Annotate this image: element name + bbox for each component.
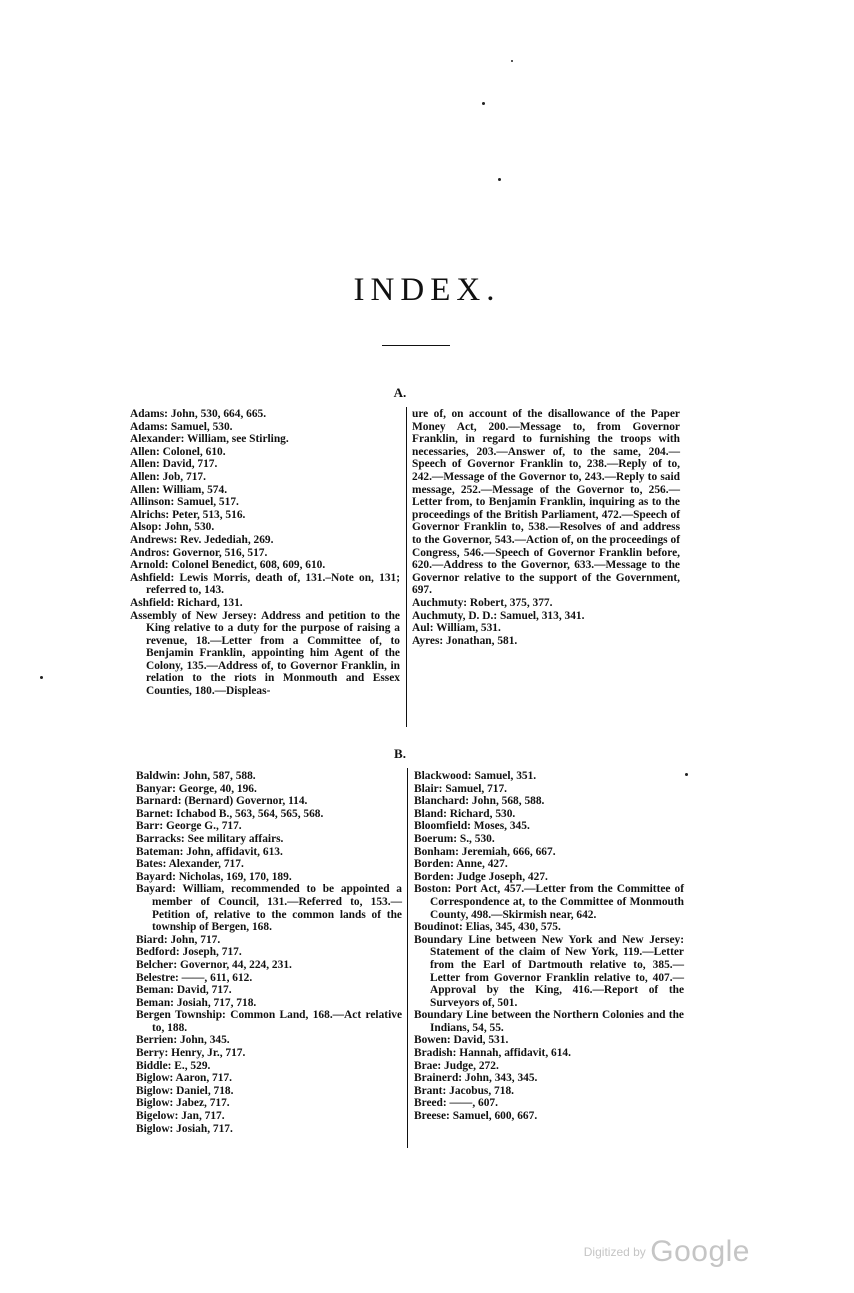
index-entry: Allinson: Samuel, 517. (130, 496, 239, 509)
index-entry: Barr: George G., 717. (136, 820, 242, 833)
digitized-by-google-watermark (584, 1235, 750, 1269)
index-entry: Bayard: Nicholas, 169, 170, 189. (136, 870, 292, 883)
index-entry: Biglow: Jabez, 717. (136, 1097, 230, 1110)
index-column-b-left (136, 770, 402, 1135)
index-entry: Arnold: Colonel Benedict, 608, 609, 610. (130, 559, 326, 572)
index-entry: Bateman: John, affidavit, 613. (136, 845, 283, 858)
index-entry: Allen: Job, 717. (130, 470, 206, 483)
index-entry: Breed: ——, 607. (414, 1097, 498, 1110)
index-entry: Beman: David, 717. (136, 984, 232, 997)
index-entry: Bergen Township: Common Land, 168.—Act relative to, 188. (136, 1009, 402, 1034)
index-entry: Barnet: Ichabod B., 563, 564, 565, 568. (136, 807, 324, 820)
index-entry: Ashfield: Lewis Morris, death of, 131.–Note on, 131; referred to, 143. (130, 571, 400, 597)
index-entry: Allen: William, 574. (130, 483, 228, 496)
index-entry: Bowen: David, 531. (414, 1034, 509, 1047)
index-entry: Biard: John, 717. (136, 933, 221, 946)
index-entry: Alsop: John, 530. (130, 521, 215, 534)
index-entry: Bigelow: Jan, 717. (136, 1110, 225, 1123)
index-entry: Boundary Line between the Northern Colonies and the Indians, 54, 55. (414, 1009, 684, 1034)
index-entry: Alrichs: Peter, 513, 516. (130, 508, 246, 521)
index-entry: Breese: Samuel, 600, 667. (414, 1110, 538, 1123)
index-entry: Brae: Judge, 272. (414, 1059, 499, 1072)
scan-speck (482, 102, 485, 105)
index-entry: Bedford: Joseph, 717. (136, 946, 242, 959)
index-entry: Boston: Port Act, 457.—Letter from the Committee of Correspondence at, to the Committee of Monmouth County, 498.—Skirmish near, 642. (414, 883, 684, 921)
index-entry: Bradish: Hannah, affidavit, 614. (414, 1047, 571, 1060)
watermark-prefix: Digitized by (583, 1245, 646, 1259)
index-entry: Berry: Henry, Jr., 717. (136, 1047, 246, 1060)
index-entry: Belcher: Governor, 44, 224, 231. (136, 958, 292, 971)
column-divider-b (407, 768, 408, 1148)
index-entry: ure of, on account of the disallowance of the Paper Money Act, 200.—Message to, from Governor Franklin, in regard to furnishing the troops with necessaries, 203.—Answer of, to the same, 204.—Speech of Governor Franklin to, 238.—Reply of to, 242.—Message of the Governor to, 243.—Reply to said message, 252.—Message of the Governor to, 256.—Letter from, to Benjamin Franklin, inquiring as to the proceedings of the British Parliament, 472.—Speech of Governor Franklin to, 538.—Resolves of and address to the Governor, 543.—Action of, on the proceedings of Congress, 546.—Speech of Governor Franklin before, 620.—Address to the Governor, 633.—Message to the Governor relative to the support of the Government, 697. (412, 408, 680, 597)
index-entry: Biddle: E., 529. (136, 1059, 211, 1072)
scan-speck (511, 60, 513, 62)
index-entry: Aul: William, 531. (412, 622, 501, 635)
index-entry: Biglow: Aaron, 717. (136, 1072, 232, 1085)
page-title: INDEX. (353, 272, 501, 308)
index-entry: Adams: John, 530, 664, 665. (130, 408, 267, 420)
index-entry: Auchmuty: Robert, 375, 377. (412, 596, 553, 609)
section-letter-a: A. (393, 385, 407, 400)
index-entry: Barnard: (Bernard) Governor, 114. (136, 795, 308, 808)
index-column-a-left (130, 408, 400, 698)
index-entry: Blackwood: Samuel, 351. (414, 770, 537, 782)
index-entry: Assembly of New Jersey: Address and petition to the King relative to a duty for the purpose of raising a revenue, 18.—Letter from a Committee of, to Benjamin Franklin, appointing him Agent of the Colony, 135.—Address of, to Governor Franklin, in relation to the riots in Monmouth and Essex Counties, 180.—Displeas- (130, 609, 400, 698)
index-entry: Boundary Line between New York and New Jersey: Statement of the claim of New York, 119.—Letter from the Earl of Dartmouth relative to, 385.—Letter from Governor Franklin relative to, 407.—Approval by the King, 416.—Report of the Surveyors of, 501. (414, 933, 684, 1009)
index-entry: Blanchard: John, 568, 588. (414, 795, 545, 808)
index-column-a-right (412, 408, 680, 647)
scan-speck (498, 178, 501, 181)
index-entry: Auchmuty, D. D.: Samuel, 313, 341. (412, 609, 585, 622)
index-entry: Berrien: John, 345. (136, 1034, 230, 1047)
index-entry: Beman: Josiah, 717, 718. (136, 996, 257, 1009)
index-entry: Brant: Jacobus, 718. (414, 1084, 514, 1097)
index-entry: Alexander: William, see Stirling. (130, 433, 289, 446)
index-entry: Bayard: William, recommended to be appointed a member of Council, 131.—Referred to, 153.—Petition of, relative to the common lands of the township of Bergen, 168. (136, 883, 402, 934)
google-logo: Google (650, 1235, 750, 1268)
scan-speck (40, 676, 43, 679)
title-rule (382, 345, 450, 346)
index-entry: Ayres: Jonathan, 581. (412, 634, 518, 647)
index-entry: Brainerd: John, 343, 345. (414, 1072, 538, 1085)
index-entry: Biglow: Daniel, 718. (136, 1084, 234, 1097)
index-entry: Andrews: Rev. Jedediah, 269. (130, 533, 274, 546)
index-entry: Bland: Richard, 530. (414, 807, 516, 820)
index-entry: Borden: Judge Joseph, 427. (414, 870, 548, 883)
index-entry: Banyar: George, 40, 196. (136, 782, 257, 795)
index-entry: Bates: Alexander, 717. (136, 858, 244, 871)
index-entry: Andros: Governor, 516, 517. (130, 546, 268, 559)
index-entry: Allen: David, 717. (130, 458, 218, 471)
index-entry: Adams: Samuel, 530. (130, 420, 233, 433)
index-entry: Allen: Colonel, 610. (130, 445, 226, 458)
index-entry: Boerum: S., 530. (414, 832, 495, 845)
index-entry: Boudinot: Elias, 345, 430, 575. (414, 921, 561, 934)
index-entry: Belestre: ——, 611, 612. (136, 971, 253, 984)
index-entry: Ashfield: Richard, 131. (130, 596, 243, 609)
column-divider-a (406, 407, 407, 727)
section-letter-b: B. (394, 746, 406, 761)
scan-speck (685, 773, 688, 776)
index-column-b-right (414, 770, 684, 1123)
index-entry: Bloomfield: Moses, 345. (414, 820, 530, 833)
index-entry: Barracks: See military affairs. (136, 832, 284, 845)
index-entry: Baldwin: John, 587, 588. (136, 770, 256, 782)
index-entry: Bonham: Jeremiah, 666, 667. (414, 845, 556, 858)
index-entry: Biglow: Josiah, 717. (136, 1122, 233, 1135)
index-entry: Blair: Samuel, 717. (414, 782, 508, 795)
index-entry: Borden: Anne, 427. (414, 858, 508, 871)
